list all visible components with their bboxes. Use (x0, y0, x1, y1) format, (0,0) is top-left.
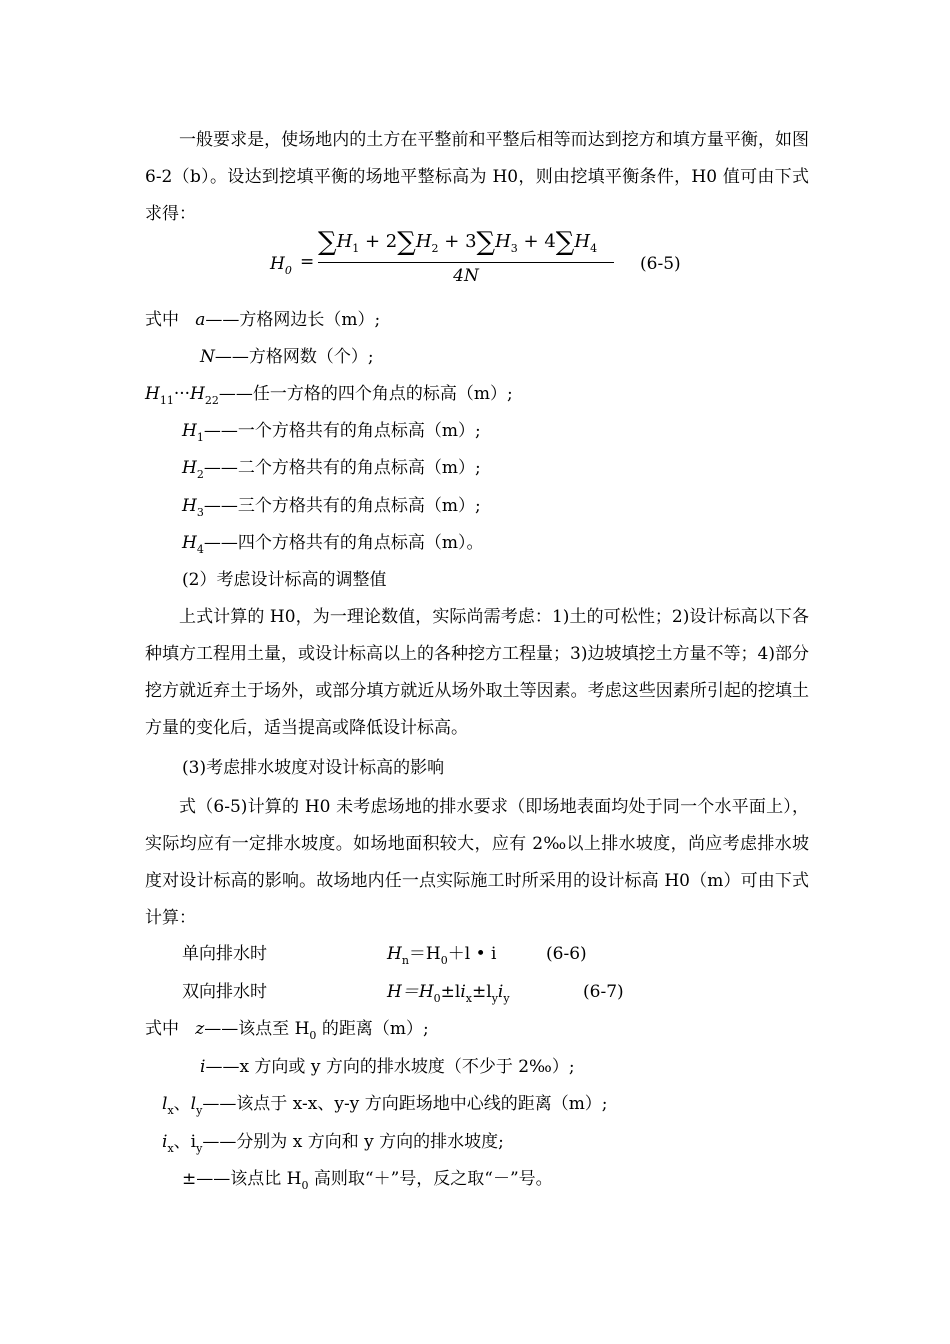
formula-lhs: $H_0$ (270, 254, 292, 277)
definition-h1: $H_1——$一个方格共有的角点标高（m）; (182, 421, 481, 444)
paragraph-adjustment (145, 599, 809, 747)
double-drain-label: 双向排水时 (182, 982, 267, 1002)
formula-6-6: $H_n=H_0+l$ • i (387, 944, 497, 967)
paragraph-text: 一般要求是，使场地内的土方在平整前和平整后相等而达到挖方和填方量平衡，如图 6-2（b）。设达到挖填平衡的场地平整标高为 H0，则由挖填平衡条件，H0 值可由下式求得： (145, 130, 809, 224)
definition-ix-iy: $i_x$、$i_y——$分别为 x 方向和 y 方向的排水坡度; (162, 1132, 504, 1155)
definition-z: 式中 z——该点至 $H_0$ 的距离（m）; (145, 1019, 429, 1042)
definition-lx-ly: $l_x$、$l_y——$该点于 x-x、y-y 方向距场地中心线的距离（m）; (162, 1094, 608, 1117)
definition-i: i——x 方向或 y 方向的排水坡度（不少于 2‰）; (200, 1057, 575, 1077)
section-heading-3: (3)考虑排水坡度对设计标高的影响 (182, 758, 445, 778)
single-drain-label: 单向排水时 (182, 944, 267, 964)
formula-6-7: $H=H_0\pm li_x\pm l_yi_y$ (387, 982, 510, 1005)
definition-h2: $H_2——$二个方格共有的角点标高（m）; (182, 458, 481, 481)
fraction-bar (318, 262, 614, 263)
definition-plus-minus: ±——该点比 $H_0$ 高则取“＋”号，反之取“－”号。 (182, 1169, 553, 1192)
equation-number-6-7: (6-7) (583, 982, 624, 1002)
definition-a: 式中 a——方格网边长（m）; (145, 310, 381, 330)
equation-number: (6-5) (640, 254, 681, 274)
paragraph-text: 式（6-5)计算的 H0 未考虑场地的排水要求（即场地表面均处于同一个水平面上），实际均应有一定排水坡度。如场地面积较大，应有 2‰以上排水坡度，尚应考虑排水坡度对设计标高的影响。故场地内任一点实际施工时所采用的设计标高 H0（m）可由下式计算： (145, 797, 809, 928)
section-heading-2: (2）考虑设计标高的调整值 (182, 570, 387, 590)
formula-6-5 (270, 227, 690, 290)
paragraph-text: 上式计算的 H0，为一理论数值，实际尚需考虑：1)土的可松性；2)设计标高以下各种填方工程用土量，或设计标高以上的各种挖方工程量；3)边坡填挖土方量不等；4)部分挖方就近弃土于场外，或部分填方就近从场外取土等因素。考虑这些因素所引起的挖填土方量的变化后，适当提高或降低设计标高。 (145, 607, 809, 738)
definition-h3: $H_3——$三个方格共有的角点标高（m）; (182, 496, 481, 519)
formula-denominator: 4N (453, 266, 479, 286)
formula-equals: = (300, 252, 315, 272)
definition-n: N——方格网数（个）; (200, 347, 374, 367)
equation-number-6-6: (6-6) (546, 944, 587, 964)
definition-h11-h22: $H_{11}\cdot\cdot\cdot H_{22}——$任一方格的四个角点的标高（m）; (145, 384, 513, 407)
paragraph-intro (145, 122, 809, 233)
paragraph-drainage (145, 789, 809, 937)
formula-numerator: $\sum H_1 + 2\sum H_2 + 3\sum H_3 + 4\sum H_4$ (318, 227, 598, 257)
definition-h4: $H_4——$四个方格共有的角点标高（m）。 (182, 533, 484, 556)
